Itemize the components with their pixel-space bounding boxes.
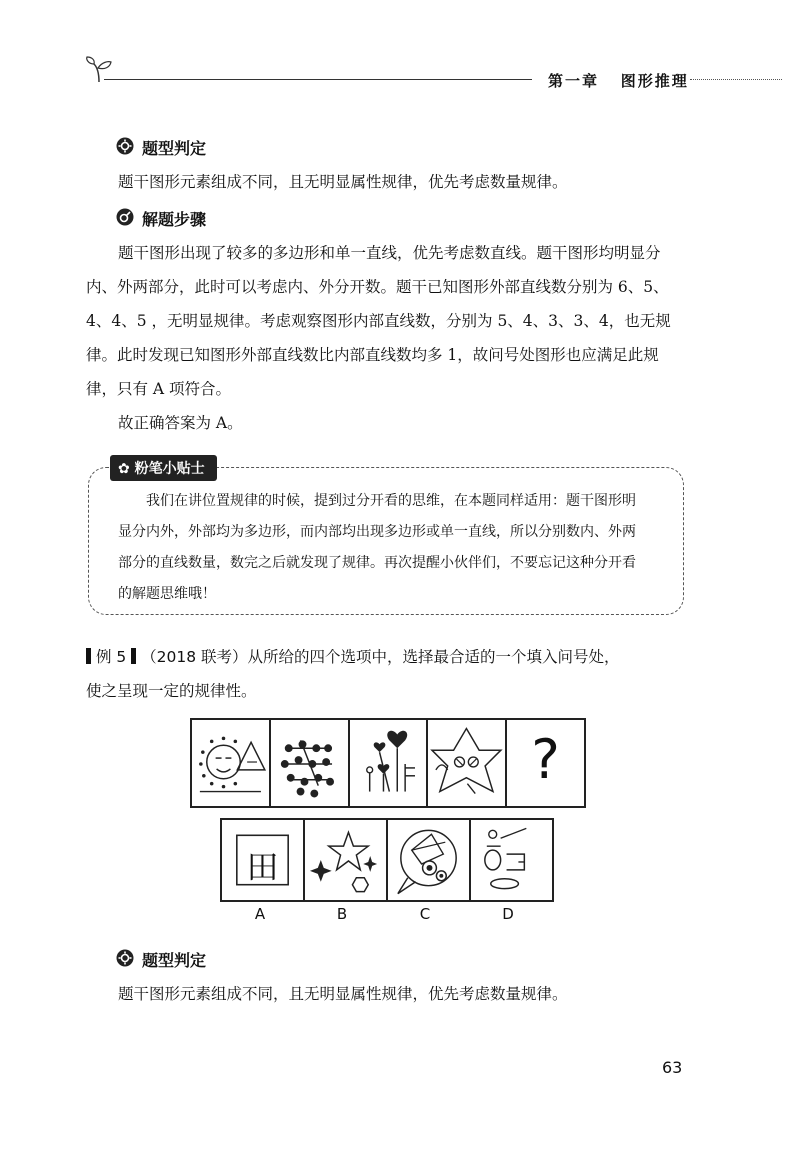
option-label-d: D <box>502 905 514 923</box>
section-text-type-2: 题干图形元素组成不同，且无明显属性规律，优先考虑数量规律。 <box>118 985 568 1003</box>
steps-paragraph: 题干图形出现了较多的多边形和单一直线，优先考虑数直线。题干图形均明显分 内、外两部分，此时可以考虑内、外分开数。题干已知图形外部直线数分别为 6、5、 4、4、5 ，无明显规律。考虑观察图形内部直线数，分别为 5、4、3、3、4，也无规 律。此时发现已知图形外部直线数比内部直线数均多 1，故问号处图形也应满足此规 律，只有 A 项符合。 故正确答案为 A。 <box>86 244 671 432</box>
sun-mountain-figure <box>192 720 269 806</box>
tip-text: 我们在讲位置规律的时候，提到过分开看的思维，在本题同样适用：题干图形明 显分内外，外部均为多边形，而内部均出现多边形或单一直线，所以分别数内、外两 部分的直线数量，数完之后就发现了规律。再次提醒小伙伴们，不要忘记这种分开看 的解题思维哦！ <box>118 493 636 602</box>
option-figure-a[interactable] <box>222 820 305 900</box>
steps-icon <box>116 208 134 226</box>
circle-target-figure <box>388 820 469 900</box>
gear-icon <box>116 949 134 967</box>
header-rule <box>104 79 532 80</box>
option-label-b: B <box>336 905 348 923</box>
example-question <box>86 640 696 708</box>
section-heading-type: 题型判定 <box>142 139 207 158</box>
question-figure-2 <box>271 720 350 806</box>
option-label-a: A <box>254 905 266 923</box>
option-figure-c[interactable] <box>388 820 471 900</box>
hearts-figure <box>350 720 427 806</box>
example-prompt-1: 从所给的四个选项中，选择最合适的一个填入问号处， <box>247 648 620 666</box>
chapter-header <box>548 70 689 91</box>
option-figure-b[interactable] <box>305 820 388 900</box>
dots-figure <box>271 720 348 806</box>
option-a-char: 田 <box>246 848 279 886</box>
section-heading-type-2: 题型判定 <box>142 951 207 970</box>
example-tag: 例 5 <box>95 648 127 666</box>
question-figure-1 <box>192 720 271 806</box>
header-dotted-rule <box>690 79 782 80</box>
ovals-figure <box>471 820 552 900</box>
clover-icon: ✿ <box>118 461 130 477</box>
gear-icon <box>116 137 134 155</box>
bracket-left-icon <box>86 648 91 664</box>
question-mark: ? <box>531 728 560 791</box>
example-prompt-2: 使之呈现一定的规律性。 <box>86 682 257 700</box>
option-figure-d[interactable] <box>471 820 552 900</box>
chapter-title: 图形推理 <box>620 72 689 90</box>
question-figures <box>190 718 586 808</box>
option-label-c: C <box>419 905 431 923</box>
page-number: 63 <box>662 1058 683 1077</box>
tip-label: ✿ 粉笔小贴士 <box>110 455 217 481</box>
example-source: （2018 联考） <box>141 648 248 666</box>
section-heading-steps: 解题步骤 <box>142 210 207 229</box>
question-mark-cell <box>507 720 584 806</box>
bracket-right-icon <box>131 648 136 664</box>
question-figure-4 <box>428 720 507 806</box>
question-figure-3 <box>350 720 429 806</box>
section-text-type: 题干图形元素组成不同，且无明显属性规律，优先考虑数量规律。 <box>118 173 568 191</box>
star-figure <box>428 720 505 806</box>
chapter-number: 第一章 <box>548 72 600 90</box>
option-figures <box>220 818 554 902</box>
stars-hexagon-figure <box>305 820 386 900</box>
